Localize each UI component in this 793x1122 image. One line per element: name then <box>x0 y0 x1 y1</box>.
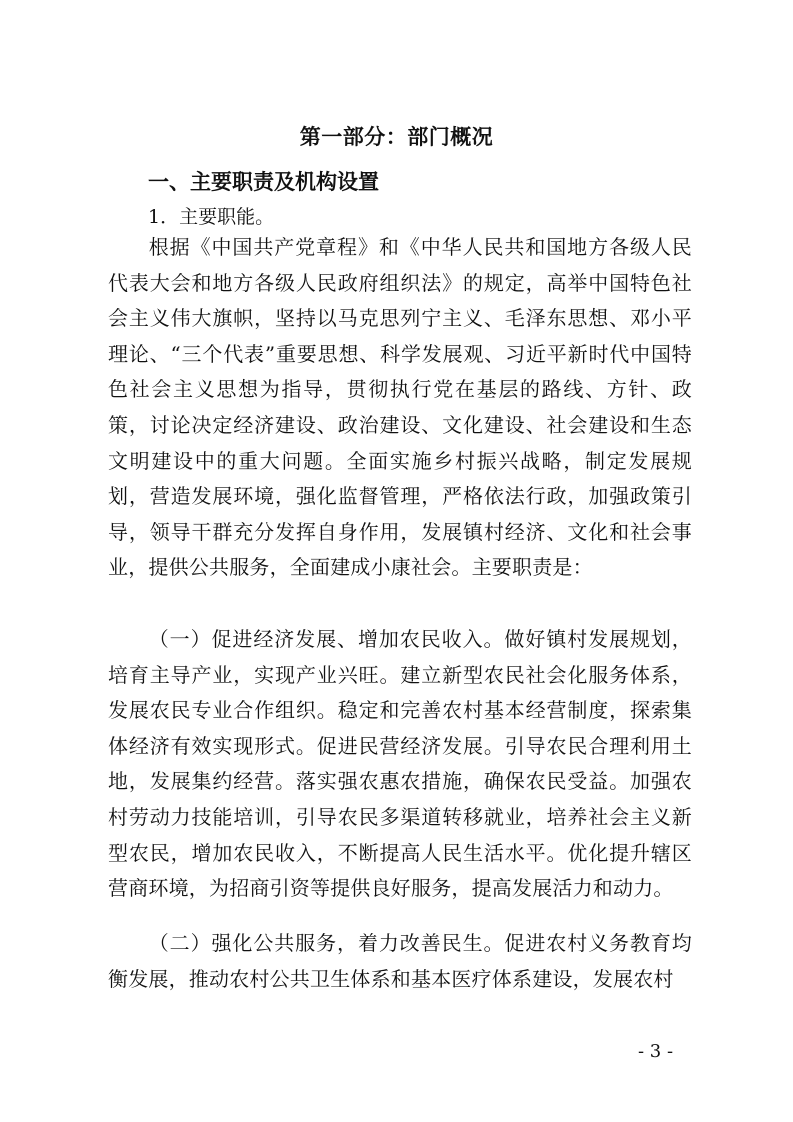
page-title: 第一部分：部门概况 <box>299 124 494 149</box>
paragraph-1-text: 根据《中国共产党章程》和《中华人民共和国地方各级人民代表大会和地方各级人民政府组织法》的规定，高举中国特色社会主义伟大旗帜，坚持以马克思列宁主义、毛泽东思想、邓小平理论、“三个代表”重要思想、科学发展观、习近平新时代中国特色社会主义思想为指导，贯彻执行党在基层的路线、方针、政策，讨论决定经济建设、政治建设、文化建设、社会建设和生态文明建设中的重大问题。全面实施乡村振兴战略，制定发展规划，营造发展环境，强化监督管理，严格依法行政，加强政策引导，领导干群充分发挥自身作用，发展镇村经济、文化和社会事业，提供公共服务，全面建成小康社会。主要职责是： <box>108 235 692 580</box>
subsection-heading: 1．主要职能。 <box>148 206 275 228</box>
page-number: - 3 - <box>638 1041 674 1062</box>
paragraph-1 <box>108 230 692 586</box>
section-heading: 一、主要职责及机构设置 <box>148 170 379 194</box>
paragraph-3 <box>108 926 692 997</box>
paragraph-2 <box>108 622 692 907</box>
paragraph-3-text: （二）强化公共服务，着力改善民生。促进农村义务教育均衡发展，推动农村公共卫生体系和基本医疗体系建设，发展农村 <box>108 931 692 991</box>
paragraph-2-text: （一）促进经济发展、增加农民收入。做好镇村发展规划，培育主导产业，实现产业兴旺。建立新型农民社会化服务体系，发展农民专业合作组织。稳定和完善农村基本经营制度，探索集体经济有效实现形式。促进民营经济发展。引导农民合理利用土地，发展集约经营。落实强农惠农措施，确保农民受益。加强农村劳动力技能培训，引导农民多渠道转移就业，培养社会主义新型农民，增加农民收入，不断提高人民生活水平。优化提升辖区营商环境，为招商引资等提供良好服务，提高发展活力和动力。 <box>108 627 692 901</box>
